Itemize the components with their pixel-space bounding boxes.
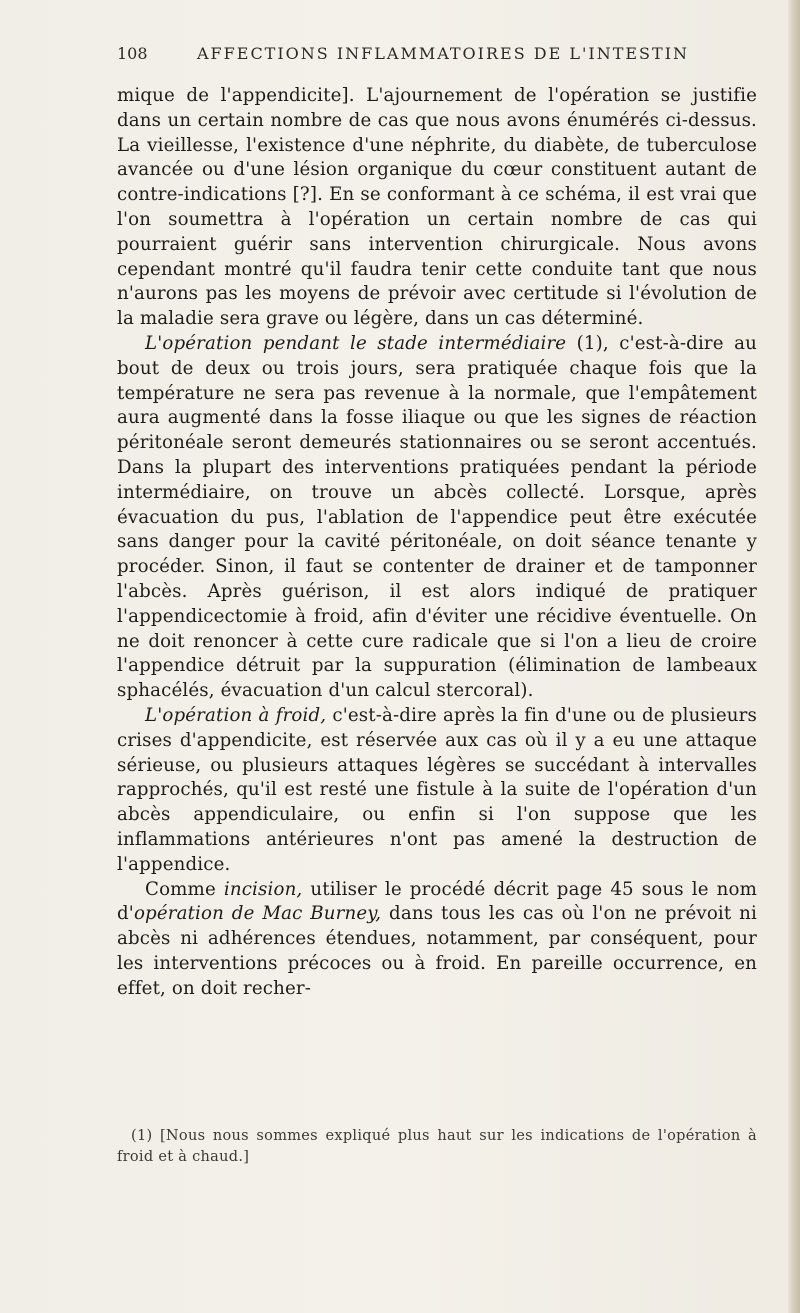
paragraph-3: [117, 704, 757, 878]
paragraph-3-text: c'est-à-dire après la fin d'une ou de plusieurs crises d'appendicite, est réservée aux cas où il y a eu une attaque sérieuse, ou plusieurs attaques légères se succédant à intervalles rapprochés, qu'il est resté une fistule à la suite de l'opération d'un abcès appendiculaire, ou enfin si l'on suppose que les inflammations antérieures n'ont pas amené la destruction de l'appendice.: [117, 704, 757, 875]
paragraph-2-text: (1), c'est-à-dire au bout de deux ou trois jours, sera pratiquée chaque fois que la température ne sera pas revenue à la normale, que l'empâtement aura augmenté dans la fosse iliaque ou que les signes de réaction péritonéale seront demeurés stationnaires ou se seront accentués. Dans la plupart des interventions pratiquées pendant la période intermédiaire, on trouve un abcès collecté. Lorsque, après évacuation du pus, l'ablation de l'appendice peut être exécutée sans danger pour la cavité péritonéale, on doit séance tenante y procéder. Sinon, il faut se contenter de drainer et de tamponner l'abcès. Après guérison, il est alors indiqué de pratiquer l'appendicectomie à froid, afin d'éviter une récidive éventuelle. On ne doit renoncer à cette cure radicale que si l'on a lieu de croire l'appendice détruit par la suppuration (élimination de lambeaux sphacélés, évacuation d'un calcul stercoral).: [117, 332, 757, 702]
footnote: (1) [Nous nous sommes expliqué plus haut sur les indications de l'opération à froid et à chaud.]: [117, 1128, 757, 1165]
paragraph-1: [117, 84, 757, 332]
paragraph-4-text-b: utiliser le procédé décrit page 45 sous le nom d': [117, 878, 757, 925]
page-number: 108: [117, 44, 148, 63]
paragraph-2-italic: L'opération pendant le stade intermédiaire: [145, 332, 567, 354]
paragraph-3-italic: L'opération à froid,: [145, 704, 327, 726]
paragraph-4: [117, 878, 757, 1002]
running-title: AFFECTIONS INFLAMMATOIRES DE L'INTESTIN: [197, 44, 690, 63]
body-text: [117, 84, 757, 1001]
paragraph-1-text: mique de l'appendicite]. L'ajournement de l'opération se justifie dans un certain nombre de cas que nous avons énumérés ci-dessus. La vieillesse, l'existence d'une néphrite, du diabète, de tuberculose avancée ou d'une lésion organique du cœur constituent autant de contre-indications [?]. En se conformant à ce schéma, il est vrai que l'on soumettra à l'opération un certain nombre de cas qui pourraient guérir sans intervention chirurgicale. Nous avons cependant montré qu'il faudra tenir cette conduite tant que nous n'aurons pas les moyens de prévoir avec certitude si l'évolution de la maladie sera grave ou légère, dans un cas déterminé.: [117, 85, 757, 330]
running-header: [117, 44, 757, 63]
paragraph-4-italic-1: incision,: [223, 878, 303, 900]
paragraph-4-italic-2: opération de Mac Burney,: [133, 903, 382, 925]
page-edge: [788, 0, 800, 1313]
paragraph-4-text-c: dans tous les cas où l'on ne prévoit ni abcès ni adhérences étendues, notamment, par conséquent, pour les interventions précoces ou à froid. En pareille occurrence, en effet, on doit recher-: [117, 903, 758, 999]
paragraph-2: [117, 332, 757, 704]
paragraph-4-text-a: Comme: [145, 878, 224, 900]
